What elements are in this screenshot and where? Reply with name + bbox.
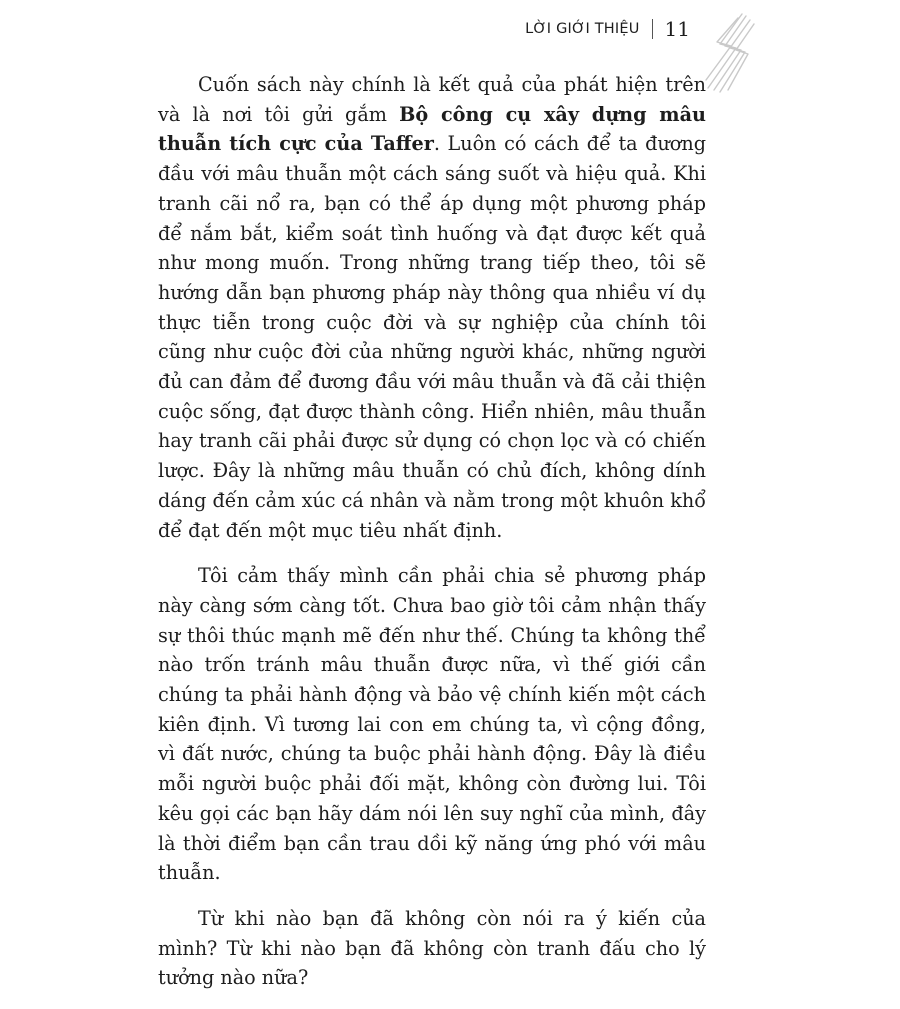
lightning-scribble-icon: [700, 10, 762, 94]
paragraph-text: . Luôn có cách để ta đương đầu với mâu thuẫn một cách sáng suốt và hiệu quả. Khi tranh cãi nổ ra, bạn có thể áp dụng một phương pháp để nắm bắt, kiểm soát tình huống và đạt được kết quả như mong muốn. Trong những trang tiếp theo, tôi sẽ hướng dẫn bạn phương pháp này thông qua nhiều ví dụ thực tiễn trong cuộc đời và sự nghiệp của chính tôi cũng như cuộc đời của những người khác, những người đủ can đảm để đương đầu với mâu thuẫn và đã cải thiện cuộc sống, đạt được thành công. Hiển nhiên, mâu thuẫn hay tranh cãi phải được sử dụng có chọn lọc và có chiến lược. Đây là những mâu thuẫn có chủ đích, không dính dáng đến cảm xúc cá nhân và nằm trong một khuôn khổ để đạt đến một mục tiêu nhất định.: [158, 132, 706, 542]
paragraph: [158, 70, 706, 545]
running-header: [525, 16, 690, 42]
chapter-title: LỜI GIỚI THIỆU: [525, 21, 640, 37]
toolkit-name-bold: Bộ công cụ xây dựng mâu thuẫn tích cực của Taffer: [158, 102, 706, 156]
header-divider: [652, 19, 653, 39]
paragraph-text: Cuốn sách này chính là kết quả của phát hiện trên và là nơi tôi gửi gắm: [158, 73, 706, 126]
paragraph: Tôi cảm thấy mình cần phải chia sẻ phương pháp này càng sớm càng tốt. Chưa bao giờ tôi cảm nhận thấy sự thôi thúc mạnh mẽ đến như thế. Chúng ta không thể nào trốn tránh mâu thuẫn được nữa, vì thế giới cần chúng ta phải hành động và bảo vệ chính kiến một cách kiên định. Vì tương lai con em chúng ta, vì cộng đồng, vì đất nước, chúng ta buộc phải hành động. Đây là điều mỗi người buộc phải đối mặt, không còn đường lui. Tôi kêu gọi các bạn hãy dám nói lên suy nghĩ của mình, đây là thời điểm bạn cần trau dồi kỹ năng ứng phó với mâu thuẫn.: [158, 564, 706, 885]
body-text: [158, 70, 706, 1009]
page-number: 11: [664, 17, 690, 41]
paragraph: Từ khi nào bạn đã không còn nói ra ý kiến của mình? Từ khi nào bạn đã không còn tranh đấu cho lý tưởng nào nữa?: [158, 906, 706, 990]
